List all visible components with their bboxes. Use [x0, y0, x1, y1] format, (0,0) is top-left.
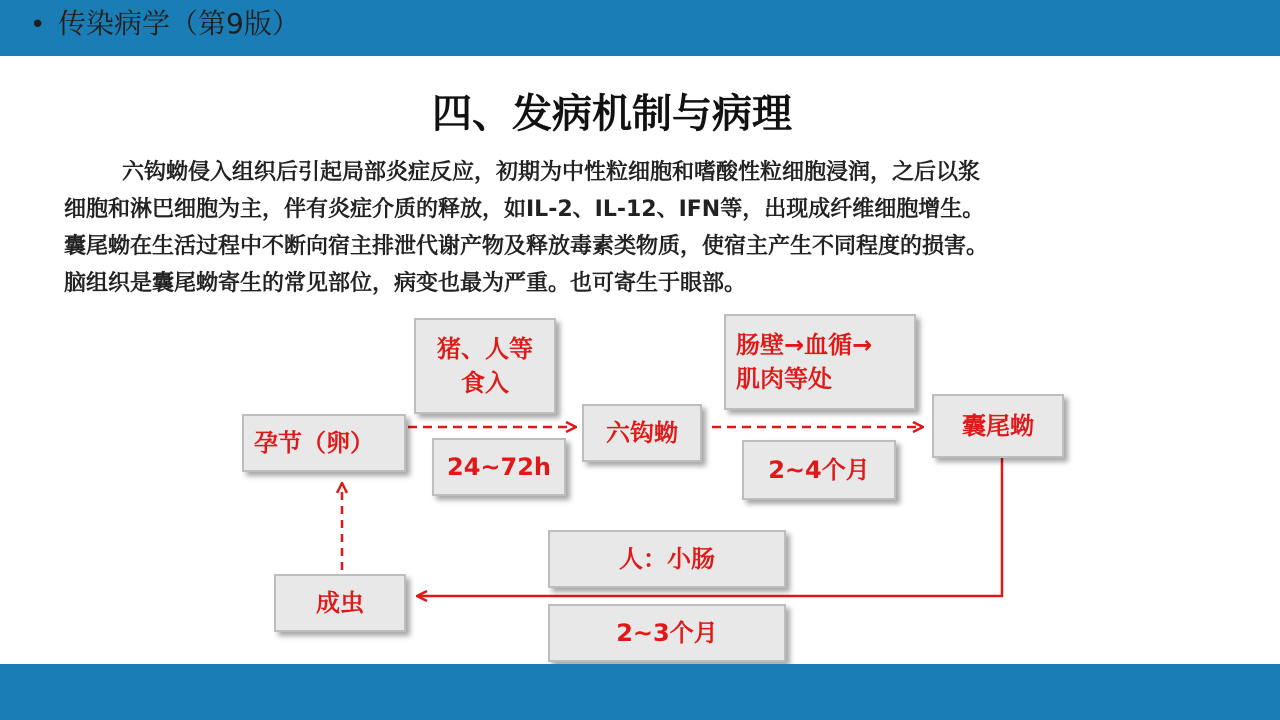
ingestion-line: 食入 — [461, 369, 509, 397]
ingestion-box — [414, 318, 556, 414]
paragraph-line: 囊尾蚴在生活过程中不断向宿主排泄代谢产物及释放毒素类物质，使宿主产生不同程度的损害。 — [64, 234, 989, 259]
course-title: 传染病学（第9版） — [58, 7, 300, 40]
route-line: 肌肉等处 — [736, 365, 832, 393]
mature-time-box — [548, 604, 786, 662]
stage-cysticercus-label: 囊尾蚴 — [962, 412, 1034, 440]
paragraph-line: 六钩蚴侵入组织后引起局部炎症反应，初期为中性粒细胞和嗜酸性粒细胞浸润，之后以浆 — [122, 160, 981, 185]
stage-oncosphere-label: 六钩蚴 — [606, 419, 678, 447]
migration-route-box — [724, 314, 916, 410]
stage-adult-label: 成虫 — [316, 589, 364, 617]
bottom-banner — [0, 664, 1280, 720]
paragraph-line: 细胞和淋巴细胞为主，伴有炎症介质的释放，如IL-2、IL-12、IFN等，出现成纤维细胞增生。 — [64, 197, 985, 222]
stage-cysticercus-box — [932, 394, 1064, 458]
develop-time-box — [742, 440, 896, 500]
stage-egg-label: 孕节（卵） — [254, 429, 374, 457]
bullet-marker: • — [30, 10, 46, 40]
develop-time-label: 2~4个月 — [768, 456, 870, 484]
route-line: 肠壁→血循→ — [736, 331, 873, 359]
mature-time-label: 2~3个月 — [616, 619, 718, 647]
paragraph-line: 脑组织是囊尾蚴寄生的常见部位，病变也最为严重。也可寄生于眼部。 — [64, 271, 747, 296]
ingestion-line: 猪、人等 — [437, 335, 533, 363]
stage-adult-box — [274, 574, 406, 632]
host-site-box — [548, 530, 786, 588]
stage-egg-box — [242, 414, 406, 472]
slide-title: 四、发病机制与病理 — [432, 91, 792, 137]
hatch-time-box — [432, 438, 566, 496]
hatch-time-label: 24~72h — [447, 453, 551, 481]
stage-oncosphere-box — [582, 404, 702, 462]
host-site-label: 人：小肠 — [619, 545, 715, 573]
